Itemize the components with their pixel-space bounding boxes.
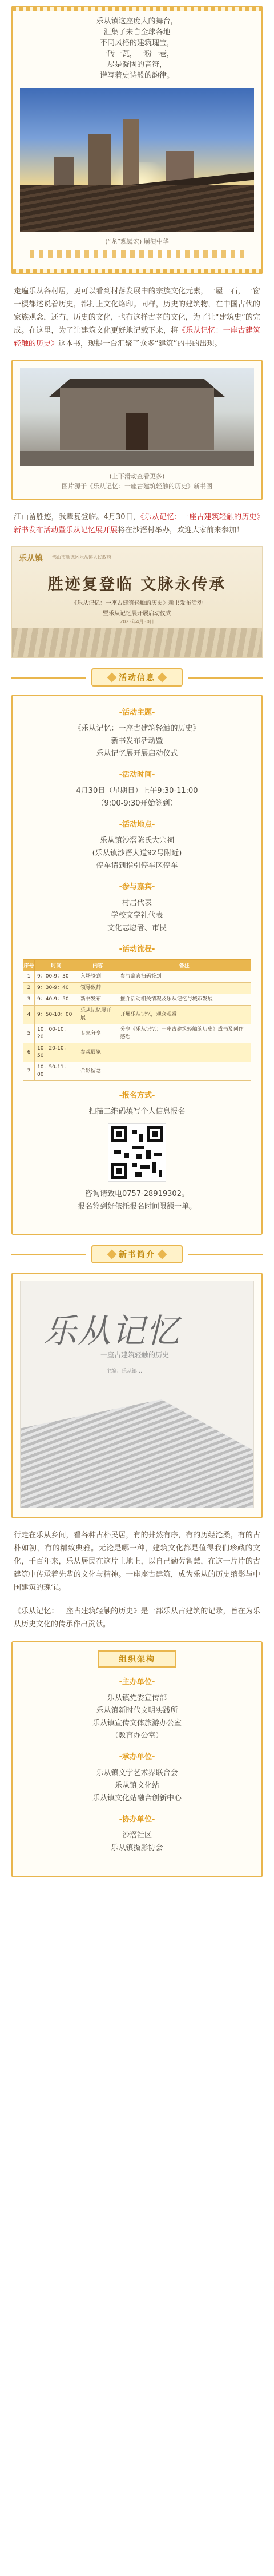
intro-poem — [18, 13, 256, 81]
info-line: （教育办公室） — [111, 1732, 163, 1740]
qr-module — [154, 1153, 162, 1156]
decorative-line — [11, 677, 86, 679]
decorative-stripe-top — [13, 7, 261, 11]
table-cell: 合影留念 — [78, 1062, 118, 1081]
table-row — [23, 1006, 251, 1024]
event-paragraph — [11, 500, 263, 537]
event-title-highlight: 《乐从记忆：一座古建筑轻触的历史》新书发布活动暨乐从记忆展开展 — [14, 513, 260, 535]
paragraph-text: 将在沙滘村举办，欢迎大家前来参加！ — [118, 526, 244, 535]
table-row — [23, 1024, 251, 1043]
info-line: 停车请到指引停车区停车 — [96, 862, 178, 870]
info-label: -活动时间- — [119, 771, 155, 779]
event-theme — [22, 706, 252, 760]
photo-source: 图片源于《乐从记忆：一座古建筑轻触的历史》新书图 — [62, 482, 212, 490]
info-line: 学校文学社代表 — [111, 911, 163, 920]
book-title: 乐从记忆 — [43, 1311, 181, 1350]
banner-slogan: 胜迹复登临 文脉永传承 — [47, 576, 227, 593]
info-line: 乐从镇沙滘陈氏大宗祠 — [99, 836, 174, 845]
table-cell — [118, 983, 251, 994]
poem-line: 尽是凝固的音符， — [107, 61, 167, 69]
book-subtitle: 一座古建筑轻触的历史 — [100, 1351, 170, 1359]
qr-module — [124, 1153, 129, 1158]
event-time — [22, 768, 252, 810]
table-cell: 乐从记忆展开展 — [78, 1006, 118, 1024]
qr-module — [159, 1170, 162, 1177]
decorative-stripe-bottom — [13, 269, 261, 273]
banner-date: 2023年4月30日 — [120, 619, 154, 624]
table-cell — [118, 1062, 251, 1081]
book-title-highlight: 《乐从记忆：一座古建筑轻触的历史》 — [14, 326, 260, 348]
diamond-icon — [158, 1250, 167, 1259]
banner-subtitle: 《乐从记忆：一座古建筑轻触的历史》新书发布活动 — [71, 600, 203, 607]
table-cell: 专家分享 — [78, 1024, 118, 1043]
info-line: 4月30日（星期日）上午9:30-11:00 — [76, 787, 198, 795]
table-cell: 参观展览 — [78, 1043, 118, 1062]
flow-table — [23, 959, 251, 1081]
info-label: -活动地点- — [119, 820, 155, 829]
info-label: -报名方式- — [119, 1091, 155, 1100]
qr-module — [140, 1165, 150, 1169]
table-header-row — [23, 960, 251, 971]
info-line: 乐从镇文化站融合创新中心 — [92, 1794, 182, 1803]
info-label: -协办单位- — [119, 1815, 155, 1824]
table-row — [23, 1062, 251, 1081]
qr-module — [136, 1154, 142, 1159]
info-line: (乐从镇沙滘大道92号附近) — [92, 849, 182, 858]
table-cell: 10：50-11：00 — [35, 1062, 78, 1081]
event-participants — [22, 880, 252, 935]
info-line: 乐从记忆展开展启动仪式 — [96, 749, 178, 758]
ancestral-hall-card — [11, 360, 263, 500]
qr-finder — [111, 1163, 127, 1179]
info-line: 乐从镇宣传文体旅游办公室 — [92, 1719, 182, 1728]
diamond-icon — [107, 1250, 117, 1259]
photo-ground — [20, 451, 254, 466]
table-row — [23, 1043, 251, 1062]
event-flow — [22, 943, 252, 1081]
column-header: 序号 — [23, 960, 35, 971]
paragraph-text: 这本书，现提一台汇聚了众多“建筑”的书的出现。 — [58, 340, 222, 348]
banner-logo: 乐从镇 — [19, 554, 43, 563]
info-line: 扫描二维码填写个人信息报名 — [88, 1107, 186, 1116]
section-header-book — [91, 1245, 183, 1263]
table-cell: 领导致辞 — [78, 983, 118, 994]
info-line: 文化志愿者、市民 — [107, 924, 167, 932]
article-content — [11, 6, 263, 1877]
credits-group-coorganizer — [22, 1813, 252, 1855]
info-label: -主办单位- — [119, 1678, 155, 1686]
poem-line: 一砖一瓦，一粉一巷， — [99, 50, 174, 58]
section-title: 新书简介 — [119, 1250, 155, 1259]
book-cover-card — [11, 1273, 263, 1518]
event-place — [22, 818, 252, 872]
info-label: -活动主题- — [119, 708, 155, 717]
main-paragraph — [11, 274, 263, 350]
info-line: 乐从镇新时代文明实践所 — [96, 1706, 178, 1715]
qr-module — [135, 1172, 142, 1177]
poem-line: 乐从镇这座庞大的舞台， — [96, 17, 178, 26]
table-row — [23, 994, 251, 1006]
qr-module — [139, 1134, 143, 1142]
info-line: 乐从镇文化站 — [114, 1781, 159, 1790]
table-cell: 9：30-9：40 — [35, 983, 78, 994]
qr-finder — [111, 1126, 127, 1142]
table-cell: 5 — [23, 1024, 35, 1043]
qr-module — [114, 1150, 121, 1154]
event-banner — [11, 546, 263, 658]
poem-line: 谱写着史诗般的韵律。 — [99, 71, 174, 80]
table-cell: 6 — [23, 1043, 35, 1062]
book-author: 主编：乐从镇… — [106, 1369, 143, 1374]
signup-qr-code[interactable] — [108, 1124, 166, 1181]
decorative-line — [11, 1254, 86, 1255]
table-cell: 9：40-9：50 — [35, 994, 78, 1006]
book-cover-image[interactable] — [20, 1281, 254, 1508]
banner-organization: 佛山市顺德区乐从镇人民政府 — [52, 555, 111, 560]
table-cell: 参与嘉宾扫码签到 — [118, 971, 251, 983]
table-cell: 新书发布 — [78, 994, 118, 1006]
poem-line: 不同风格的建筑瑰宝， — [99, 39, 174, 47]
decorative-line — [188, 1254, 263, 1255]
paragraph-text: 走遍乐从各村居，更可以看到村落发展中的宗族文化元素，一屋一石，一窗一棂都述说着历史，都打上文化烙印。同样，历史的建筑物，在中国古代的家族观念，还有，历史的文化，也有这样古老的文化，为了让“建筑史”的完成。在这里，为了让建筑文化更好地记载下来，将 — [14, 287, 260, 335]
table-cell: 1 — [23, 971, 35, 983]
table-cell: 10：20-10：50 — [35, 1043, 78, 1062]
table-cell: 9：50-10：00 — [35, 1006, 78, 1024]
decorative-line — [188, 677, 263, 679]
photo-tiled-roof — [20, 185, 254, 232]
credits-card — [11, 1641, 263, 1877]
table-cell: 3 — [23, 994, 35, 1006]
credits-group-organizer — [22, 1750, 252, 1805]
credits-title: 组织架构 — [98, 1650, 176, 1668]
intro-card — [11, 6, 263, 274]
section-title: 活动信息 — [119, 673, 155, 683]
info-label: -承办单位- — [119, 1753, 155, 1761]
scroll-hint: (上下滑动查看更多) — [109, 473, 165, 480]
banner-roof-art — [12, 628, 262, 657]
info-line: 乐从镇文学艺术界联合会 — [96, 1769, 178, 1777]
photo2-caption — [19, 472, 255, 491]
column-header: 内容 — [78, 960, 118, 971]
table-cell: 开展乐从记忆，观众观赏 — [118, 1006, 251, 1024]
qr-finder — [147, 1126, 163, 1142]
city-skyline-photo — [20, 88, 254, 232]
contact-phone: 咨询请致电0757-28919302。 — [85, 1190, 189, 1198]
info-line: 《乐从记忆：一座古建筑轻触的历史》 — [74, 724, 200, 733]
table-cell: 2 — [23, 983, 35, 994]
table-cell: 7 — [23, 1062, 35, 1081]
event-info-card — [11, 695, 263, 1235]
column-header: 时间 — [35, 960, 78, 971]
section-header-event — [91, 668, 183, 687]
qr-module — [132, 1146, 144, 1149]
ancestral-hall-photo[interactable] — [20, 368, 254, 466]
photo-caption: (“龙”观巍宏) 崩溃中华 — [105, 238, 169, 245]
credits-group-host — [22, 1676, 252, 1742]
info-line: 沙滘社区 — [122, 1831, 152, 1840]
book-paragraph: 行走在乐从乡间，看各种古朴民居，有的井然有序，有的历经沧桑，有的古朴如初，有的精致典雅。无论是哪一种，建筑文化都是值得我们珍藏的文化，千百年来，乐从居民在这片土地上，以自己勤劳智慧，在这一片片的古建筑中传承着先辈的文化与精神。一座座古建筑，成为乐从的历史缩影与中国建筑的瑰宝。 — [14, 1531, 260, 1592]
decorative-band — [30, 250, 244, 258]
signup-note: 报名签到好依托报名时间限额一单。 — [77, 1202, 196, 1211]
qr-module — [132, 1130, 137, 1134]
table-cell: 推介活动相关情况及乐从记忆与城市发展 — [118, 994, 251, 1006]
table-cell: 分享《乐从记忆：一座古建筑轻触的历史》成书及创作感想 — [118, 1024, 251, 1043]
info-label: -参与嘉宾- — [119, 883, 155, 891]
table-cell: 4 — [23, 1006, 35, 1024]
info-line: 新书发布活动暨 — [111, 737, 163, 745]
diamond-icon — [158, 673, 167, 683]
info-line: 乐从镇摄影协会 — [111, 1844, 163, 1852]
table-row — [23, 983, 251, 994]
banner-subtitle: 暨乐从记忆展开展启动仪式 — [103, 611, 171, 617]
table-row — [23, 971, 251, 983]
photo-hall-door — [126, 413, 148, 450]
info-line: 乐从镇党委宣传部 — [107, 1694, 167, 1702]
poem-line: 汇集了来自全球各地 — [103, 28, 171, 37]
paragraph-text: 江山留胜迹，我辈复登临。4月30日， — [14, 513, 140, 521]
qr-module — [152, 1162, 156, 1173]
qr-module — [146, 1150, 151, 1159]
column-header: 备注 — [118, 960, 251, 971]
qr-module — [132, 1163, 137, 1167]
diamond-icon — [107, 673, 117, 683]
book-roof-illustration — [20, 1387, 254, 1508]
info-line: （9:00-9:30开始签到） — [96, 799, 178, 808]
info-line: 村居代表 — [122, 899, 152, 907]
table-cell — [118, 1043, 251, 1062]
table-cell: 入场签到 — [78, 971, 118, 983]
table-cell: 9：00-9：30 — [35, 971, 78, 983]
event-signup — [22, 1089, 252, 1213]
info-label: -活动流程- — [119, 945, 155, 954]
table-cell: 10：00-10：20 — [35, 1024, 78, 1043]
book-paragraph: 《乐从记忆：一座古建筑轻触的历史》是一部乐从古建筑的记录，旨在为乐从历史文化的传承作出贡献。 — [14, 1607, 260, 1629]
